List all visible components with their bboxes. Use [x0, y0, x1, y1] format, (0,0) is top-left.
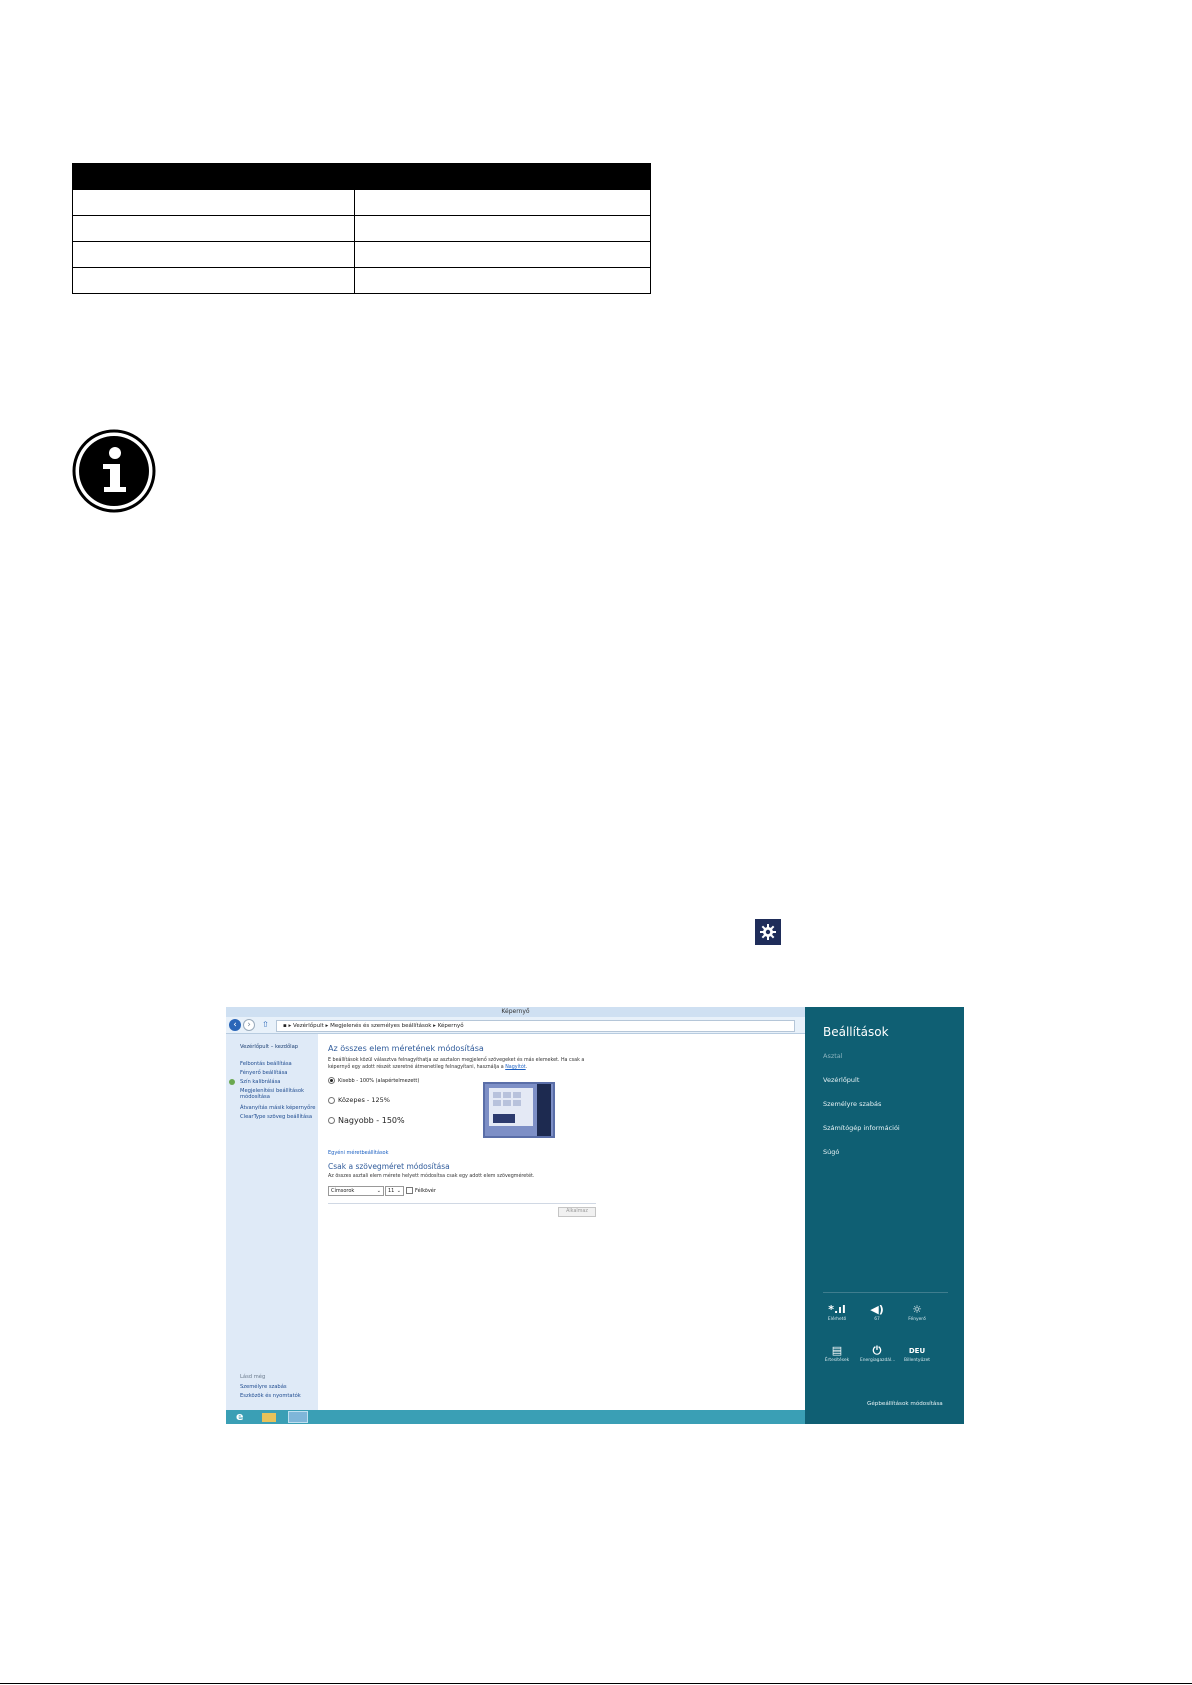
element-select-value: Címsorok — [331, 1188, 355, 1194]
table-cell — [355, 242, 651, 268]
change-pc-settings-link[interactable]: Gépbeállítások módosítása — [867, 1401, 943, 1407]
section-heading: Az összes elem méretének módosítása — [328, 1044, 484, 1053]
back-button[interactable]: ‹ — [229, 1019, 241, 1031]
bold-checkbox[interactable] — [406, 1187, 436, 1194]
radio-button[interactable] — [328, 1117, 335, 1124]
element-select[interactable] — [328, 1186, 384, 1196]
radio-button[interactable] — [328, 1097, 335, 1104]
power-icon: ⏻ — [872, 1344, 882, 1357]
control-panel-home-link[interactable]: Vezérlőpult – kezdőlap — [240, 1044, 299, 1050]
forward-button[interactable]: › — [243, 1019, 255, 1031]
table-header-row — [73, 164, 651, 190]
chevron-down-icon: ⌄ — [396, 1188, 401, 1194]
display-preview-image — [483, 1082, 555, 1138]
windows-screenshot — [226, 1007, 964, 1424]
internet-explorer-icon[interactable]: e — [236, 1410, 244, 1423]
main-content — [318, 1034, 805, 1410]
quick-setting-label: 67 — [874, 1317, 880, 1322]
address-bar — [226, 1017, 805, 1034]
apply-button[interactable]: Alkalmaz — [558, 1207, 596, 1217]
quick-setting-label: Billentyűzet — [904, 1358, 930, 1363]
network-icon: *.ıl — [828, 1303, 846, 1316]
volume-icon: ◀) — [870, 1303, 884, 1316]
see-also-link[interactable]: Eszközök és nyomtatók — [240, 1393, 301, 1399]
quick-setting-network[interactable] — [820, 1303, 854, 1322]
charm-item[interactable]: Súgó — [823, 1148, 840, 1156]
table-cell — [73, 190, 355, 216]
text-size-heading: Csak a szövegméret módosítása — [328, 1162, 450, 1171]
table-row — [73, 242, 651, 268]
quick-setting-notifications[interactable] — [820, 1344, 854, 1363]
charm-context: Asztal — [823, 1052, 843, 1060]
breadcrumb-item[interactable]: Képernyő — [437, 1023, 464, 1029]
size-option-large[interactable] — [328, 1116, 405, 1125]
bold-label: Félkövér — [415, 1188, 436, 1194]
table-cell — [355, 190, 651, 216]
size-option-label: Közepes - 125% — [338, 1096, 390, 1104]
quick-setting-keyboard[interactable] — [900, 1344, 934, 1363]
quick-setting-label: Elérhető — [827, 1317, 847, 1322]
shield-icon — [229, 1079, 235, 1085]
table-row — [73, 190, 651, 216]
up-arrow-icon[interactable]: ⇧ — [262, 1020, 269, 1029]
section-description: E beállítások közül választva felnagyíthatja az asztalon megjelenő szövegeket és más elemeket. Ha csak a képernyő egy adott részét szeretné átmenetileg felnagyítani, használja a Nagyítót. — [328, 1058, 585, 1070]
checkbox[interactable] — [406, 1187, 413, 1194]
divider — [328, 1203, 596, 1204]
left-pane-link[interactable]: ClearType szöveg beállítása — [240, 1114, 313, 1120]
file-explorer-icon[interactable] — [262, 1413, 276, 1422]
table-row — [73, 216, 651, 242]
left-pane-link[interactable]: Felbontás beállítása — [240, 1061, 292, 1067]
table-row — [73, 268, 651, 294]
description-text: E beállítások közül választva felnagyíthatja az asztalon megjelenő szövegeket és más elemeket. Ha csak a képernyő egy adott részét szeretné átmenetileg felnagyítani, használja a — [328, 1058, 585, 1070]
footer-rule — [0, 1683, 1192, 1684]
breadcrumb-item[interactable]: Megjelenés és személyes beállítások — [330, 1023, 432, 1029]
font-size-select[interactable] — [385, 1186, 404, 1196]
data-table — [72, 163, 651, 294]
left-pane-link[interactable]: Fényerő beállítása — [240, 1070, 288, 1076]
brightness-icon: ☼ — [912, 1303, 922, 1316]
custom-sizing-link[interactable]: Egyéni méretbeállítások — [328, 1150, 389, 1156]
quick-setting-label: Energiagazdál... — [860, 1358, 896, 1363]
settings-charm-pane — [805, 1007, 964, 1424]
control-panel-window — [226, 1007, 805, 1424]
see-also-label: Lásd még — [240, 1374, 266, 1380]
table-cell — [355, 268, 651, 294]
radio-button[interactable] — [328, 1077, 335, 1084]
charm-title: Beállítások — [823, 1025, 889, 1039]
gear-icon — [759, 923, 777, 941]
table-cell — [73, 242, 355, 268]
settings-gear-icon — [755, 919, 781, 945]
charm-item[interactable]: Vezérlőpult — [823, 1076, 860, 1084]
size-option-medium[interactable] — [328, 1096, 390, 1104]
left-pane-link[interactable]: Átvanyítás másik képernyőre — [240, 1105, 316, 1111]
info-icon — [72, 429, 156, 513]
size-option-label: Kisebb - 100% (alapértelmezett) — [338, 1078, 420, 1084]
keyboard-icon: DEU — [908, 1347, 926, 1355]
breadcrumb-item[interactable]: Vezérlőpult — [293, 1023, 324, 1029]
font-size-value: 11 — [388, 1188, 395, 1194]
table-cell — [73, 268, 355, 294]
magnifier-link[interactable]: Nagyítót — [505, 1065, 526, 1070]
left-pane-link[interactable]: Megjelenítési beállítások módosítása — [240, 1088, 305, 1100]
charm-item[interactable]: Számítógép információi — [823, 1124, 900, 1132]
chevron-down-icon: ⌄ — [376, 1188, 381, 1194]
breadcrumb[interactable]: ▪ ▸ Vezérlőpult ▸ Megjelenés és személyes beállítások ▸ Képernyő — [276, 1020, 795, 1032]
table-header-cell — [73, 164, 355, 190]
table-header-cell — [355, 164, 651, 190]
table-cell — [355, 216, 651, 242]
size-option-label: Nagyobb - 150% — [338, 1116, 405, 1125]
size-option-small[interactable] — [328, 1077, 419, 1084]
taskbar — [226, 1410, 805, 1424]
charm-item[interactable]: Személyre szabás — [823, 1100, 882, 1108]
notifications-icon: ▤ — [831, 1344, 843, 1357]
table-cell — [73, 216, 355, 242]
control-panel-taskbar-icon[interactable] — [288, 1411, 308, 1423]
see-also-link[interactable]: Személyre szabás — [240, 1384, 287, 1390]
quick-setting-label: Értesítések — [824, 1358, 850, 1363]
quick-setting-power[interactable] — [860, 1344, 894, 1363]
divider — [823, 1292, 948, 1293]
quick-setting-brightness[interactable] — [900, 1303, 934, 1322]
left-pane — [226, 1034, 318, 1410]
text-size-description: Az összes asztali elem mérete helyett módosítsa csak egy adott elem szövegméretét. — [328, 1174, 535, 1179]
quick-setting-volume[interactable] — [860, 1303, 894, 1322]
window-title: Képernyő — [226, 1007, 805, 1017]
left-pane-link[interactable]: Szín kalibrálása — [240, 1079, 281, 1085]
quick-setting-label: Fényerő — [908, 1317, 926, 1322]
